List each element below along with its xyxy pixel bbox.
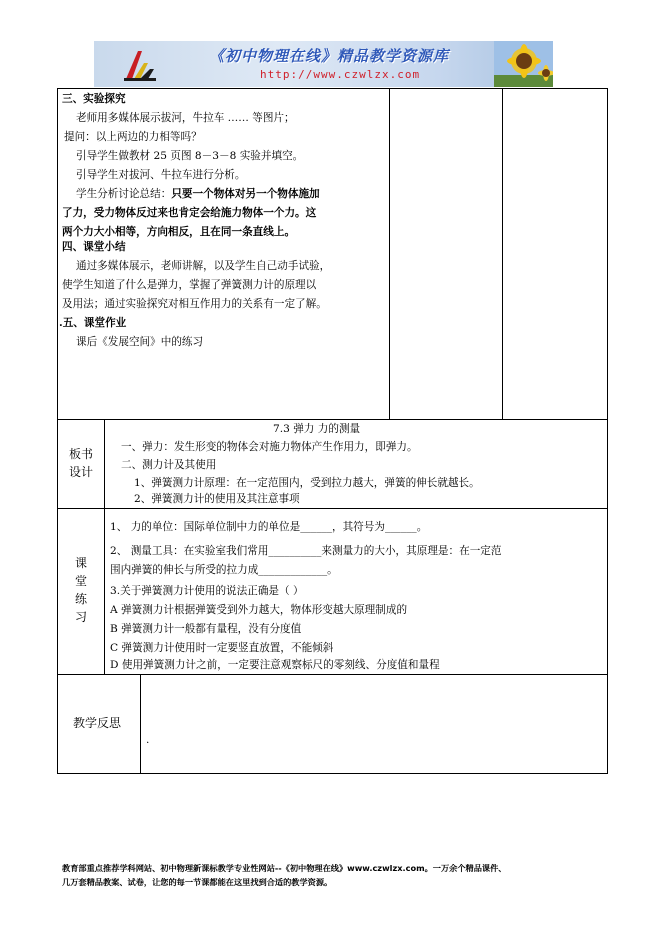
practice-question: 1、 力的单位：国际单位制中力的单位是______，其符号为______。: [110, 521, 428, 533]
section-4-heading: 四、课堂小结: [62, 241, 126, 253]
section-3-conclusion-line: 了力，受力物体反过来也肯定会给施力物体一个力。这: [62, 207, 317, 219]
practice-option: A 弹簧测力计根据弹簧受到外力越大，物体形变越大原理制成的: [110, 604, 408, 616]
board-line: 一、弹力：发生形变的物体会对施力物体产生作用力，即弹力。: [121, 441, 418, 453]
logo-icon: [120, 45, 160, 85]
practice-label: 练: [75, 592, 88, 606]
board-label: 板书: [69, 447, 94, 461]
section-5-heading: .五、课堂作业: [59, 317, 127, 329]
col-divider-1: [389, 88, 390, 419]
section-3-line: 老师用多媒体展示拔河，牛拉车 …… 等图片；: [76, 112, 295, 124]
conclusion-bold: 只要一个物体对另一个物体施加: [171, 188, 320, 200]
practice-label: 课: [75, 556, 88, 570]
section-3-conclusion-line: 两个力大小相等，方向相反，且在同一条直线上。: [62, 226, 296, 238]
board-line: 二、测力计及其使用: [121, 459, 217, 471]
practice-option: B 弹簧测力计一般都有量程，没有分度值: [110, 623, 302, 635]
practice-question: 2、 测量工具：在实验室我们常用__________来测量力的大小，其原理是：在一定范: [110, 545, 502, 557]
table-border-top: [57, 88, 608, 89]
header-banner: [94, 41, 553, 87]
practice-label: 堂: [75, 574, 88, 588]
practice-option: C 弹簧测力计使用时一定要竖直放置，不能倾斜: [110, 642, 334, 654]
practice-label: 习: [75, 610, 88, 624]
section-3-conclusion: [76, 187, 320, 201]
section-3-line: 引导学生做教材 25 页图 8－3－8 实验并填空。: [76, 150, 304, 162]
section-3-line: 引导学生对拔河、牛拉车进行分析。: [76, 169, 246, 181]
row-divider-2: [57, 508, 608, 509]
footer-line: 教育部重点推荐学科网站、初中物理新课标教学专业性网站--《初中物理在线》www.czwlzx.com。一万余个精品课件、: [62, 863, 507, 873]
section-3-line: 提问：以上两边的力相等吗？: [64, 131, 202, 143]
footer-line: 几万套精品教案、试卷，让您的每一节课都能在这里找到合适的教学资源。: [62, 877, 333, 887]
table-border-right: [607, 88, 608, 774]
practice-question: 3.关于弹簧测力计使用的说法正确是（ ）: [110, 585, 304, 597]
row-divider-1: [57, 419, 608, 420]
practice-question: 围内弹簧的伸长与所受的拉力成_____________。: [110, 564, 338, 576]
board-label: 设计: [69, 465, 94, 479]
section-4-line: 及用法；通过实验探究对相互作用力的关系有一定了解。: [62, 298, 327, 310]
board-line: 2、弹簧测力计的使用及其注意事项: [134, 493, 300, 505]
table-border-left: [57, 88, 58, 774]
practice-option: D 使用弹簧测力计之前，一定要注意观察标尺的零刻线、分度值和量程: [110, 659, 440, 671]
section-4-line: 通过多媒体展示，老师讲解，以及学生自己动手试验，: [76, 260, 331, 272]
banner-url[interactable]: http://www.czwlzx.com: [260, 68, 421, 81]
section-3-heading: 三、实验探究: [62, 93, 126, 105]
conclusion-prefix: 学生分析讨论总结：: [76, 188, 172, 200]
reflection-label: 教学反思: [73, 716, 122, 730]
board-title: 7.3 弹力 力的测量: [273, 423, 361, 435]
section-5-line: 课后《发展空间》中的练习: [76, 336, 204, 348]
reflection-dot: .: [146, 734, 150, 746]
reflection-col-divider: [140, 674, 141, 774]
banner-title: 《初中物理在线》精品教学资源库: [209, 47, 450, 65]
section-4-line: 使学生知道了什么是弹力，掌握了弹簧测力计的原理以: [62, 279, 317, 291]
sunflower-icon: [494, 41, 553, 87]
board-line: 1、弹簧测力计原理：在一定范围内，受到拉力越大，弹簧的伸长就越长。: [134, 477, 480, 489]
label-col-divider: [104, 419, 105, 674]
col-divider-2: [502, 88, 503, 419]
